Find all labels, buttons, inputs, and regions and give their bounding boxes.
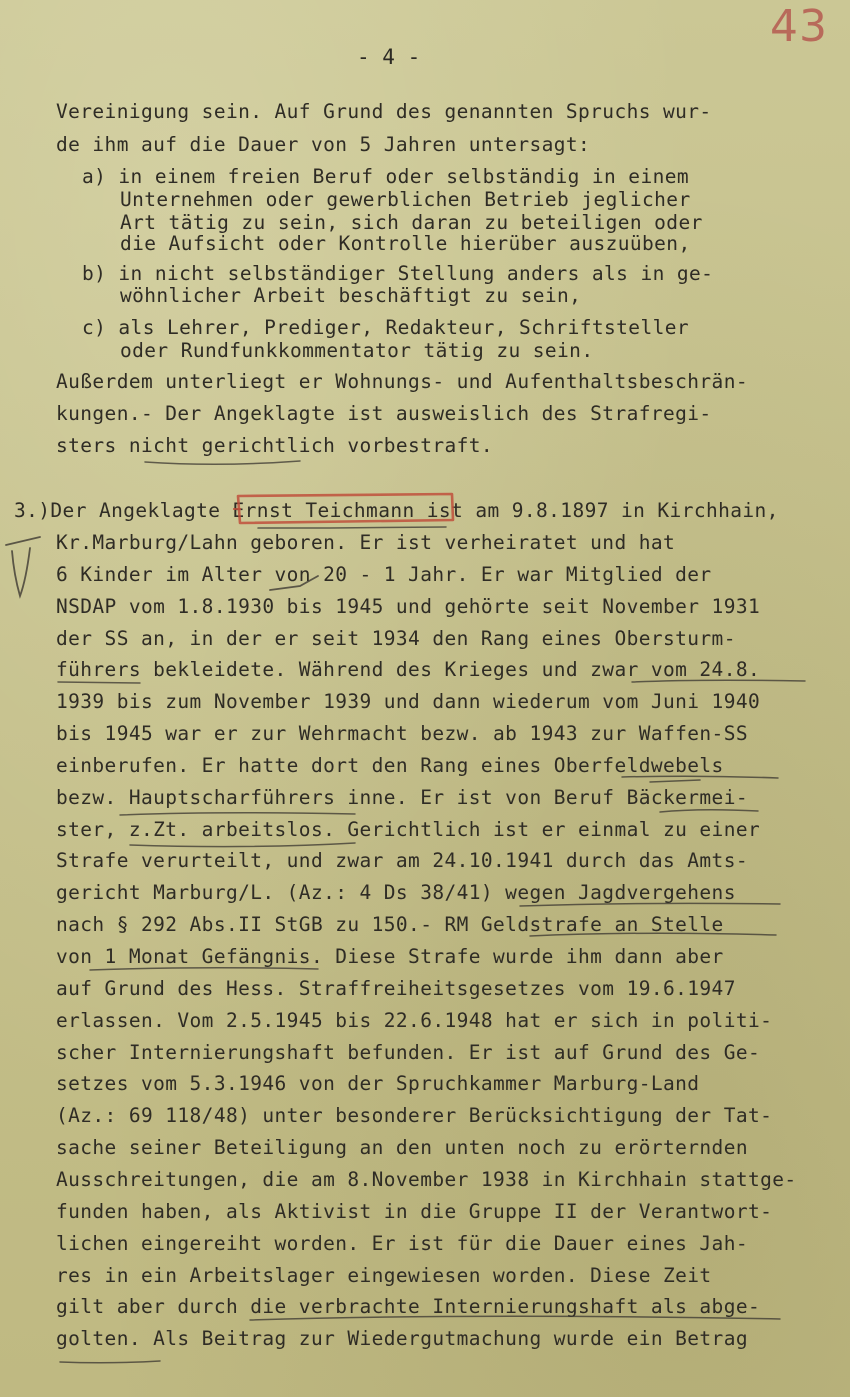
text-line: Kr.Marburg/Lahn geboren. Er ist verheiratet und hat [56, 531, 676, 554]
text-line: scher Internierungshaft befunden. Er ist auf Grund des Ge- [56, 1041, 761, 1064]
text-line: der SS an, in der er seit 1934 den Rang eines Obersturm- [56, 627, 736, 650]
text-line: einberufen. Er hatte dort den Rang eines Oberfeldwebels [56, 754, 724, 777]
text-line: Unternehmen oder gewerblichen Betrieb jeglicher [120, 188, 691, 211]
text-line: auf Grund des Hess. Straffreiheitsgesetzes vom 19.6.1947 [56, 977, 736, 1000]
text-line: Ausschreitungen, die am 8.November 1938 in Kirchhain stattge- [56, 1168, 797, 1191]
text-line: nach § 292 Abs.II StGB zu 150.- RM Geldstrafe an Stelle [56, 913, 724, 936]
text-line: de ihm auf die Dauer von 5 Jahren untersagt: [56, 133, 591, 156]
text-line: NSDAP vom 1.8.1930 bis 1945 und gehörte seit November 1931 [56, 595, 761, 618]
text-line: von 1 Monat Gefängnis. Diese Strafe wurde ihm dann aber [56, 945, 724, 968]
text-line: kungen.- Der Angeklagte ist ausweislich des Strafregi- [56, 402, 712, 425]
text-line: Vereinigung sein. Auf Grund des genannten Spruchs wur- [56, 100, 712, 123]
text-line: wöhnlicher Arbeit beschäftigt zu sein, [120, 284, 582, 307]
text-line: setzes vom 5.3.1946 von der Spruchkammer Marburg-Land [56, 1072, 700, 1095]
text-line: gericht Marburg/L. (Az.: 4 Ds 38/41) wegen Jagdvergehens [56, 881, 736, 904]
text-line: sters nicht gerichtlich vorbestraft. [56, 434, 494, 457]
text-line: ster, z.Zt. arbeitslos. Gerichtlich ist er einmal zu einer [56, 818, 761, 841]
text-line: funden haben, als Aktivist in die Gruppe II der Verantwort- [56, 1200, 773, 1223]
text-line: gilt aber durch die verbrachte Internierungshaft als abge- [56, 1295, 761, 1318]
text-line: (Az.: 69 118/48) unter besonderer Berücksichtigung der Tat- [56, 1104, 773, 1127]
text-line: 1939 bis zum November 1939 und dann wiederum vom Juni 1940 [56, 690, 761, 713]
text-line: 6 Kinder im Alter von 20 - 1 Jahr. Er war Mitglied der [56, 563, 712, 586]
text-line: bis 1945 war er zur Wehrmacht bezw. ab 1943 zur Waffen-SS [56, 722, 748, 745]
text-line: a) in einem freien Beruf oder selbständig in einem [82, 165, 689, 188]
text-line: sache seiner Beteiligung an den unten noch zu erörternden [56, 1136, 748, 1159]
text-line: c) als Lehrer, Prediger, Redakteur, Schriftsteller [82, 316, 689, 339]
text-line: erlassen. Vom 2.5.1945 bis 22.6.1948 hat er sich in politi- [56, 1009, 773, 1032]
text-line: golten. Als Beitrag zur Wiedergutmachung wurde ein Betrag [56, 1327, 748, 1350]
text-line: bezw. Hauptscharführers inne. Er ist von Beruf Bäckermei- [56, 786, 748, 809]
text-line: 3.)Der Angeklagte Ernst Teichmann ist am 9.8.1897 in Kirchhain, [14, 499, 779, 522]
text-line: die Aufsicht oder Kontrolle hierüber auszuüben, [120, 232, 691, 255]
text-line: b) in nicht selbständiger Stellung anders als in ge- [82, 262, 714, 285]
folio-number: 43 [770, 1, 828, 52]
text-line: lichen eingereiht worden. Er ist für die Dauer eines Jah- [56, 1232, 748, 1255]
text-line: Strafe verurteilt, und zwar am 24.10.1941 durch das Amts- [56, 849, 748, 872]
text-line: Art tätig zu sein, sich daran zu beteiligen oder [120, 211, 703, 234]
text-line: führers bekleidete. Während des Krieges und zwar vom 24.8. [56, 658, 761, 681]
text-line: res in ein Arbeitslager eingewiesen worden. Diese Zeit [56, 1264, 712, 1287]
page-number: - 4 - [357, 45, 421, 69]
text-line: Außerdem unterliegt er Wohnungs- und Aufenthaltsbeschrän- [56, 370, 748, 393]
text-line: oder Rundfunkkommentator tätig zu sein. [120, 339, 594, 362]
